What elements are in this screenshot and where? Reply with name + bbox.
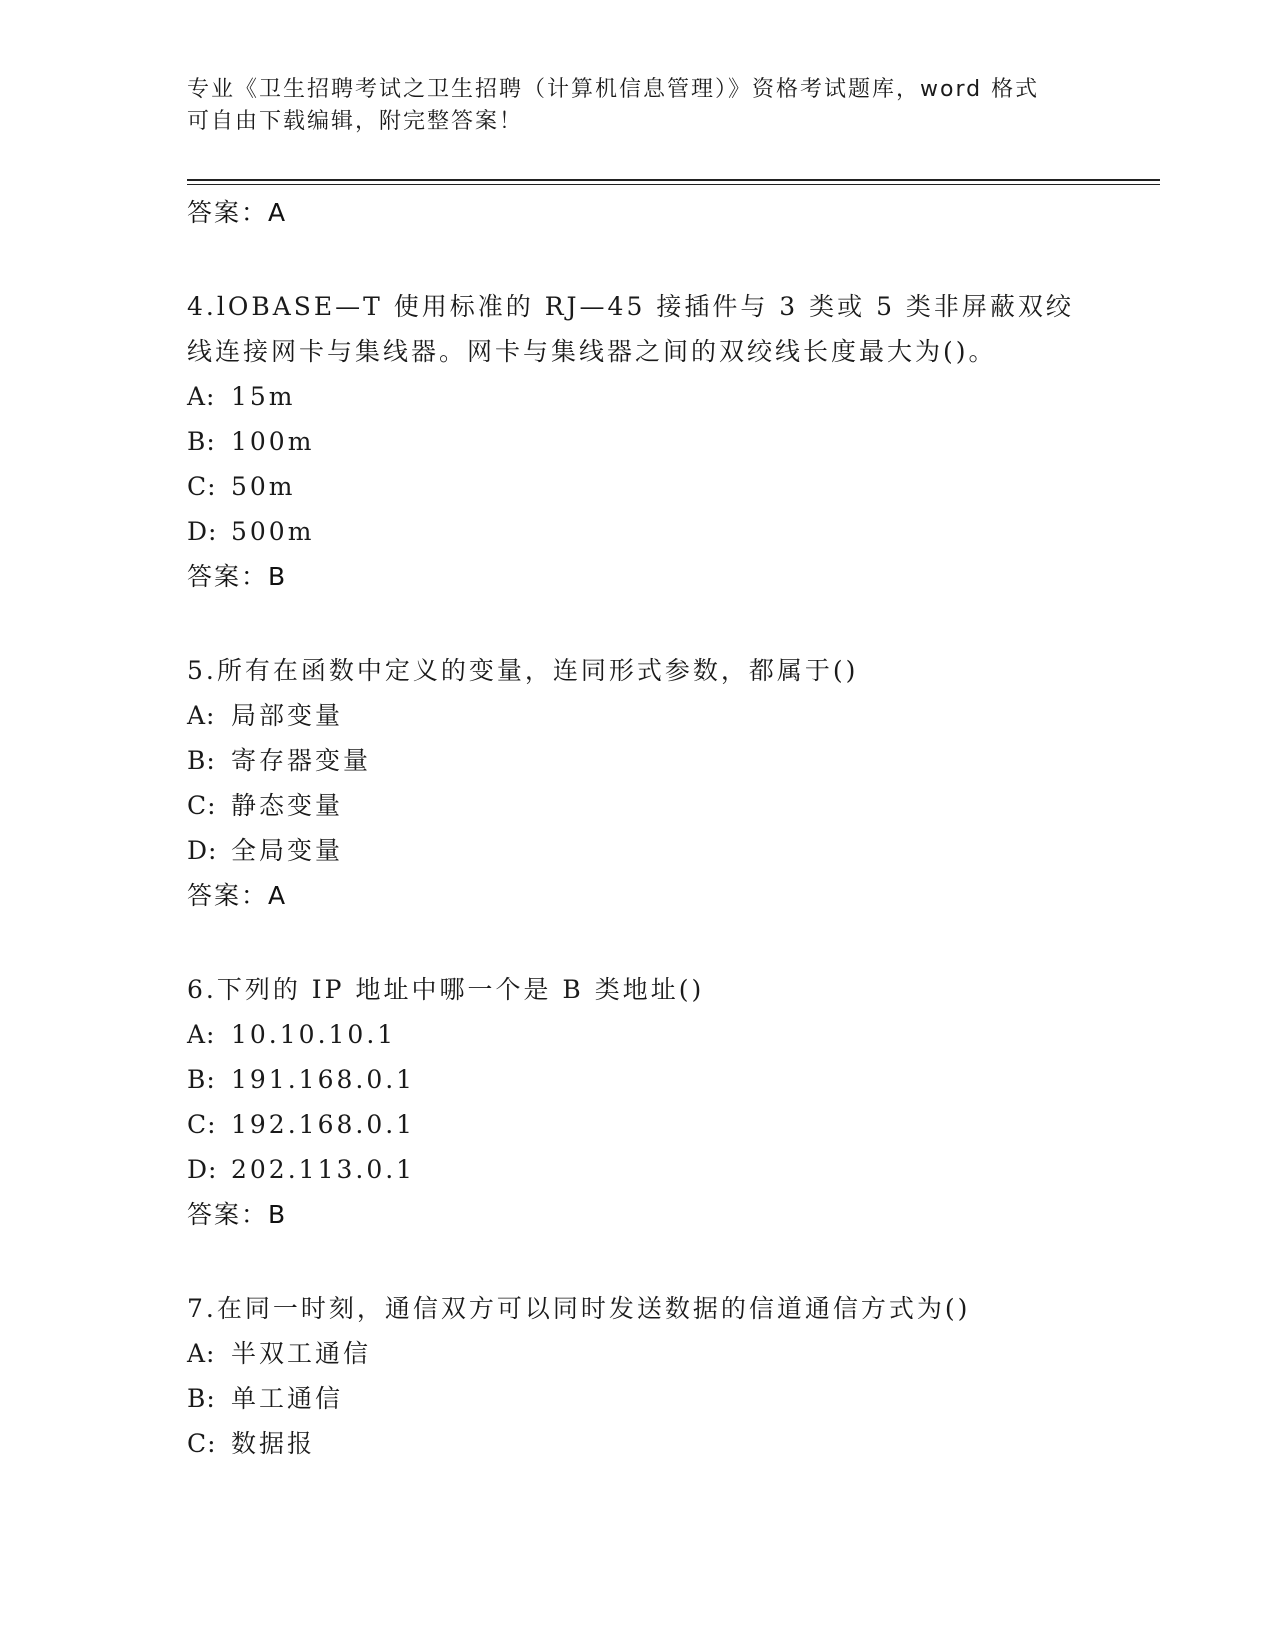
question-text: 7.在同一时刻，通信双方可以同时发送数据的信道通信方式为()	[187, 1294, 971, 1323]
spacer	[187, 600, 1087, 648]
option-c: C: 数据报	[187, 1429, 316, 1458]
answer-label: 答案：B	[187, 562, 288, 591]
option-b: B: 单工通信	[187, 1384, 344, 1413]
spacer	[187, 919, 1087, 967]
option-a: A: 15m	[187, 382, 296, 411]
option-b: B: 100m	[187, 427, 315, 456]
header-divider-thick	[187, 179, 1160, 181]
option-b: B: 191.168.0.1	[187, 1065, 416, 1094]
question-text: 5.所有在函数中定义的变量，连同形式参数，都属于()	[187, 656, 859, 685]
document-header	[187, 74, 1067, 138]
header-divider-thin	[187, 184, 1160, 185]
question-list	[187, 190, 1087, 1466]
option-a: A: 半双工通信	[187, 1339, 372, 1368]
spacer	[187, 236, 1087, 284]
option-b: B: 寄存器变量	[187, 746, 372, 775]
question-text: 6.下列的 IP 地址中哪一个是 B 类地址()	[187, 975, 705, 1004]
question-text: 4.lOBASE—T 使用标准的 RJ—45 接插件与 3 类或 5 类非屏蔽双绞线连接网卡与集线器。网卡与集线器之间的双绞线长度最大为()。	[187, 292, 1074, 366]
option-a: A: 10.10.10.1	[187, 1020, 397, 1049]
option-d: D: 202.113.0.1	[187, 1155, 416, 1184]
option-a: A: 局部变量	[187, 701, 344, 730]
question-block-4	[187, 284, 1087, 600]
question-block-7	[187, 1286, 1087, 1466]
question-block-5	[187, 648, 1087, 919]
option-c: C: 静态变量	[187, 791, 344, 820]
option-c: C: 192.168.0.1	[187, 1110, 416, 1139]
header-line-1: 专业《卫生招聘考试之卫生招聘（计算机信息管理）》资格考试题库，word 格式	[187, 77, 1040, 102]
question-block-6	[187, 967, 1087, 1238]
option-d: D: 全局变量	[187, 836, 344, 865]
header-line-2: 可自由下载编辑，附完整答案！	[187, 109, 524, 134]
answer-label: 答案：A	[187, 881, 288, 910]
answer-label: 答案：B	[187, 1200, 288, 1229]
previous-answer: 答案：A	[187, 198, 288, 227]
option-c: C: 50m	[187, 472, 296, 501]
option-d: D: 500m	[187, 517, 315, 546]
spacer	[187, 1238, 1087, 1286]
